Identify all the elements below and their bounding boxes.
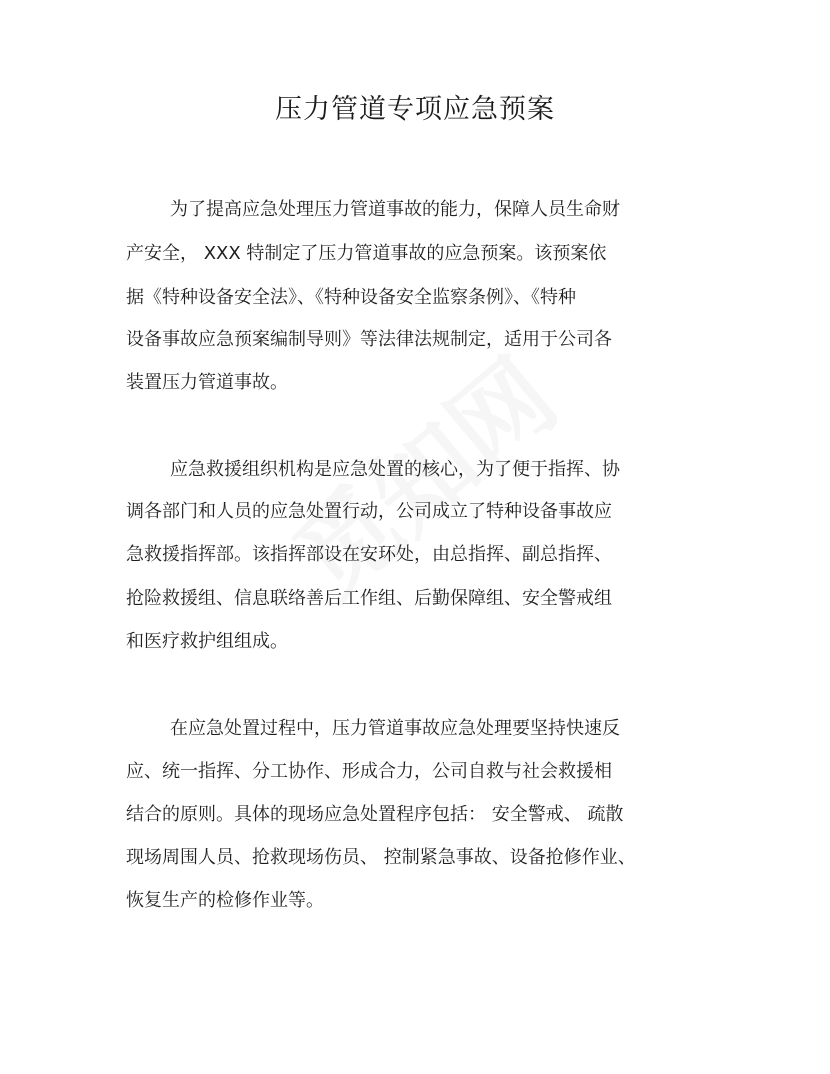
paragraph-2-line-4: 抢险救援组、信息联络善后工作组、后勤保障组、安全警戒组 (126, 588, 612, 609)
paragraph-2-line-5: 和医疗救护组组成。 (126, 631, 288, 652)
paragraph-3-line-3: 结合的原则。具体的现场应急处置程序包括： 安全警戒、 疏散 (126, 804, 624, 825)
paragraph-1-line-4: 设备事故应急预案编制导则》等法律法规制定，适用于公司各 (126, 329, 612, 350)
paragraph-3-line-1: 在应急处置过程中，压力管道事故应急处理要坚持快速反 (170, 718, 620, 739)
document-title: 压力管道专项应急预案 (275, 94, 555, 125)
paragraph-3-line-4: 现场周围人员、抢救现场伤员、 控制紧急事故、设备抢修作业、 (126, 847, 636, 868)
paragraph-1-line-5: 装置压力管道事故。 (126, 372, 288, 393)
paragraph-1-line-1: 为了提高应急处理压力管道事故的能力，保障人员生命财 (170, 199, 620, 220)
paragraph-1-line-2: 产安全， XXX 特制定了压力管道事故的应急预案。该预案依 (126, 243, 607, 264)
paragraph-2-line-1: 应急救援组织机构是应急处置的核心，为了便于指挥、协 (170, 459, 620, 480)
paragraph-1-line-3: 据《特种设备安全法》、《特种设备安全监察条例》、《特种 (126, 287, 576, 308)
paragraph-2-line-3: 急救援指挥部。该指挥部设在安环处，由总指挥、副总指挥、 (126, 544, 612, 565)
paragraph-3-line-5: 恢复生产的检修作业等。 (126, 890, 324, 911)
paragraph-2-line-2: 调各部门和人员的应急处置行动，公司成立了特种设备事故应 (126, 501, 612, 522)
paragraph-3-line-2: 应、统一指挥、分工协作、形成合力，公司自救与社会救援相 (126, 761, 612, 782)
